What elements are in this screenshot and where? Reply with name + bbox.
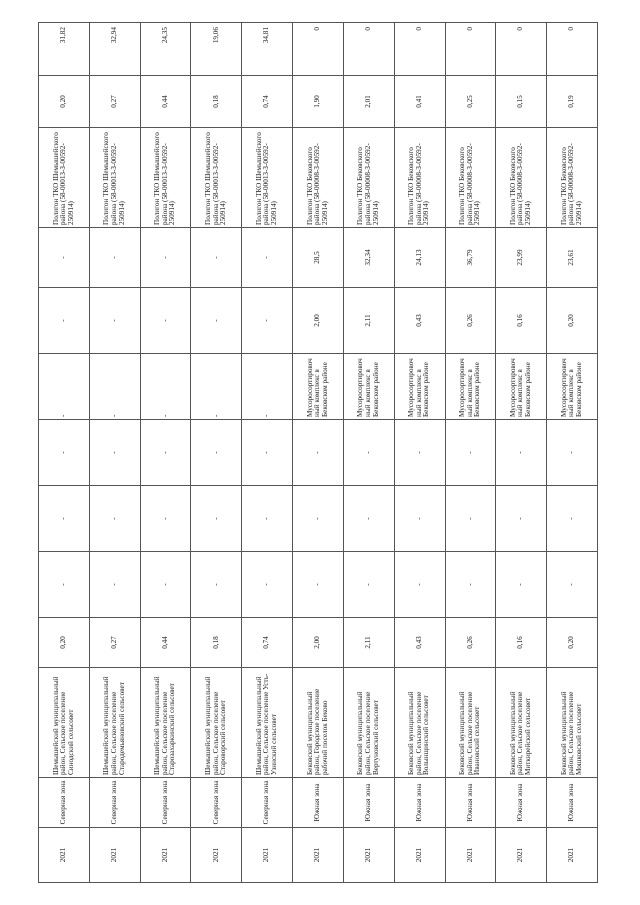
cell-c4: - (89, 552, 140, 618)
cell-c8: 0,26 (445, 288, 496, 354)
cell-v2: 0,18 (191, 76, 242, 128)
cell-c6: - (242, 420, 293, 486)
cell-c9: 24,13 (394, 228, 445, 288)
table-row (547, 23, 598, 883)
cell-c9: 23,99 (496, 228, 547, 288)
cell-c5: - (547, 486, 598, 552)
cell-year: 2021 (445, 828, 496, 883)
cell-v3: 19,06 (191, 23, 242, 76)
cell-v3: 0 (343, 23, 394, 76)
cell-c5: - (39, 486, 90, 552)
cell-place: Шемышейский муниципальный район, Сельское поселение Синодский сельсовет (39, 668, 90, 778)
cell-c6: - (394, 420, 445, 486)
cell-c8: 0,20 (547, 288, 598, 354)
cell-c4: - (343, 552, 394, 618)
cell-c5: - (394, 486, 445, 552)
cell-c4: - (39, 552, 90, 618)
cell-c8: 0,43 (394, 288, 445, 354)
table-row (191, 23, 242, 883)
cell-v1: 0,20 (39, 618, 90, 668)
cell-v1: 0,20 (547, 618, 598, 668)
cell-zone: Южная зона (293, 778, 344, 828)
cell-c8: 0,16 (496, 288, 547, 354)
cell-v3: 0 (547, 23, 598, 76)
cell-v2: 0,27 (89, 76, 140, 128)
cell-year: 2021 (343, 828, 394, 883)
cell-c7: Мусоросортировочный комплекс в Бековском районе (293, 354, 344, 420)
cell-c7: - (89, 354, 140, 420)
cell-v2: 2,01 (343, 76, 394, 128)
cell-c6: - (39, 420, 90, 486)
cell-v1: 2,11 (343, 618, 394, 668)
cell-place: Бековский муниципальный район, Сельское поселение Ивановский сельсовет (445, 668, 496, 778)
cell-v1: 0,26 (445, 618, 496, 668)
cell-c8: - (191, 288, 242, 354)
cell-v2: 0,15 (496, 76, 547, 128)
cell-c4: - (547, 552, 598, 618)
cell-c5: - (293, 486, 344, 552)
table-body (39, 23, 598, 883)
cell-year: 2021 (140, 828, 191, 883)
cell-v3: 0 (293, 23, 344, 76)
cell-c9: - (191, 228, 242, 288)
cell-v2: 0,74 (242, 76, 293, 128)
cell-v1: 0,74 (242, 618, 293, 668)
cell-v1: 0,16 (496, 618, 547, 668)
cell-facility: Полигон ТКО Бековского района (58-00008-З-00592-250914) (496, 128, 547, 228)
cell-c6: - (191, 420, 242, 486)
cell-c9: - (242, 228, 293, 288)
cell-v3: 24,35 (140, 23, 191, 76)
table-row (242, 23, 293, 883)
cell-facility: Полигон ТКО Бековского района (58-00008-З-00592-250914) (547, 128, 598, 228)
cell-year: 2021 (39, 828, 90, 883)
table-row (343, 23, 394, 883)
cell-c5: - (445, 486, 496, 552)
cell-c4: - (140, 552, 191, 618)
cell-v2: 1,90 (293, 76, 344, 128)
cell-c6: - (343, 420, 394, 486)
cell-c6: - (445, 420, 496, 486)
cell-c5: - (89, 486, 140, 552)
cell-place: Бековский муниципальный район, Сельское поселение Вертуновский сельсовет (343, 668, 394, 778)
cell-facility: Полигон ТКО Шемышейского района (58-00013-З-00592-250914) (242, 128, 293, 228)
cell-year: 2021 (293, 828, 344, 883)
cell-c5: - (242, 486, 293, 552)
cell-c7: Мусоросортировочный комплекс в Бековском районе (547, 354, 598, 420)
cell-c8: - (89, 288, 140, 354)
cell-zone: Южная зона (547, 778, 598, 828)
cell-zone: Северная зона (242, 778, 293, 828)
cell-zone: Северная зона (140, 778, 191, 828)
cell-c6: - (496, 420, 547, 486)
cell-v2: 0,25 (445, 76, 496, 128)
rotated-page (38, 23, 598, 883)
table-row (89, 23, 140, 883)
cell-v1: 0,18 (191, 618, 242, 668)
table-row (394, 23, 445, 883)
table-row (496, 23, 547, 883)
cell-year: 2021 (191, 828, 242, 883)
cell-v3: 31,82 (39, 23, 90, 76)
table-row (39, 23, 90, 883)
cell-place: Шемышейский муниципальный район, Сельское поселение Стародемьяновский сельсовет (89, 668, 140, 778)
cell-place: Бековский муниципальный район, Сельское поселение Мошковский сельсовет (547, 668, 598, 778)
cell-facility: Полигон ТКО Шемышейского района (58-00013-З-00592-250914) (39, 128, 90, 228)
cell-v2: 0,44 (140, 76, 191, 128)
cell-v2: 0,41 (394, 76, 445, 128)
cell-v1: 0,43 (394, 618, 445, 668)
cell-place: Бековский муниципальный район, Сельское поселение Миткирейский сельсовет (496, 668, 547, 778)
cell-place: Шемышейский муниципальный район, Сельское поселение Усть-Узинский сельсовет (242, 668, 293, 778)
cell-c4: - (293, 552, 344, 618)
cell-place: Бековский муниципальный район, Сельское поселение Волынщинский сельсовет (394, 668, 445, 778)
cell-c6: - (140, 420, 191, 486)
cell-facility: Полигон ТКО Бековского района (58-00008-З-00592-250914) (445, 128, 496, 228)
cell-year: 2021 (242, 828, 293, 883)
cell-c9: 28,5 (293, 228, 344, 288)
cell-c7: - (242, 354, 293, 420)
cell-v2: 0,19 (547, 76, 598, 128)
table-row (140, 23, 191, 883)
cell-place: Шемышейский муниципальный район, Сельское поселение Старозахаркинский сельсовет (140, 668, 191, 778)
cell-v3: 0 (394, 23, 445, 76)
cell-zone: Северная зона (39, 778, 90, 828)
cell-v1: 2,00 (293, 618, 344, 668)
cell-year: 2021 (547, 828, 598, 883)
cell-year: 2021 (496, 828, 547, 883)
cell-c9: - (89, 228, 140, 288)
cell-c4: - (394, 552, 445, 618)
cell-v3: 0 (496, 23, 547, 76)
cell-c8: 2,00 (293, 288, 344, 354)
cell-c7: Мусоросортировочный комплекс в Бековском районе (496, 354, 547, 420)
cell-zone: Северная зона (89, 778, 140, 828)
table-row (445, 23, 496, 883)
cell-v3: 32,94 (89, 23, 140, 76)
cell-c8: - (39, 288, 90, 354)
cell-zone: Южная зона (394, 778, 445, 828)
cell-c7: - (191, 354, 242, 420)
cell-c4: - (242, 552, 293, 618)
cell-v2: 0,20 (39, 76, 90, 128)
waste-flow-table (38, 22, 598, 883)
cell-c5: - (343, 486, 394, 552)
cell-c5: - (496, 486, 547, 552)
cell-place: Бековский муниципальный район, Городское поселение рабочий поселок Беково (293, 668, 344, 778)
cell-facility: Полигон ТКО Шемышейского района (58-00013-З-00592-250914) (89, 128, 140, 228)
cell-c4: - (496, 552, 547, 618)
cell-c7: Мусоросортировочный комплекс в Бековском районе (343, 354, 394, 420)
cell-c8: - (140, 288, 191, 354)
cell-c5: - (140, 486, 191, 552)
cell-c6: - (547, 420, 598, 486)
cell-c6: - (89, 420, 140, 486)
cell-c9: 32,34 (343, 228, 394, 288)
cell-v1: 0,44 (140, 618, 191, 668)
cell-c7: - (140, 354, 191, 420)
cell-c4: - (445, 552, 496, 618)
cell-year: 2021 (89, 828, 140, 883)
cell-c9: 36,79 (445, 228, 496, 288)
cell-c9: - (39, 228, 90, 288)
cell-facility: Полигон ТКО Бековского района (58-00008-З-00592-250914) (343, 128, 394, 228)
cell-c8: - (242, 288, 293, 354)
cell-c8: 2,11 (343, 288, 394, 354)
cell-facility: Полигон ТКО Шемышейского района (58-00013-З-00592-250914) (191, 128, 242, 228)
table-row (293, 23, 344, 883)
cell-v3: 34,81 (242, 23, 293, 76)
cell-c5: - (191, 486, 242, 552)
cell-c6: - (293, 420, 344, 486)
cell-year: 2021 (394, 828, 445, 883)
cell-zone: Южная зона (496, 778, 547, 828)
cell-c4: - (191, 552, 242, 618)
cell-c7: Мусоросортировочный комплекс в Бековском районе (394, 354, 445, 420)
cell-zone: Южная зона (445, 778, 496, 828)
cell-c7: Мусоросортировочный комплекс в Бековском районе (445, 354, 496, 420)
cell-facility: Полигон ТКО Шемышейского района (58-00013-З-00592-250914) (140, 128, 191, 228)
cell-c7: - (39, 354, 90, 420)
cell-c9: 23,61 (547, 228, 598, 288)
cell-facility: Полигон ТКО Бековского района (58-00008-З-00592-250914) (293, 128, 344, 228)
cell-v1: 0,27 (89, 618, 140, 668)
cell-v3: 0 (445, 23, 496, 76)
cell-zone: Северная зона (191, 778, 242, 828)
cell-c9: - (140, 228, 191, 288)
cell-facility: Полигон ТКО Бековского района (58-00008-З-00592-250914) (394, 128, 445, 228)
cell-zone: Южная зона (343, 778, 394, 828)
cell-place: Шемышейский муниципальный район, Сельское поселение Староворский сельсовет (191, 668, 242, 778)
